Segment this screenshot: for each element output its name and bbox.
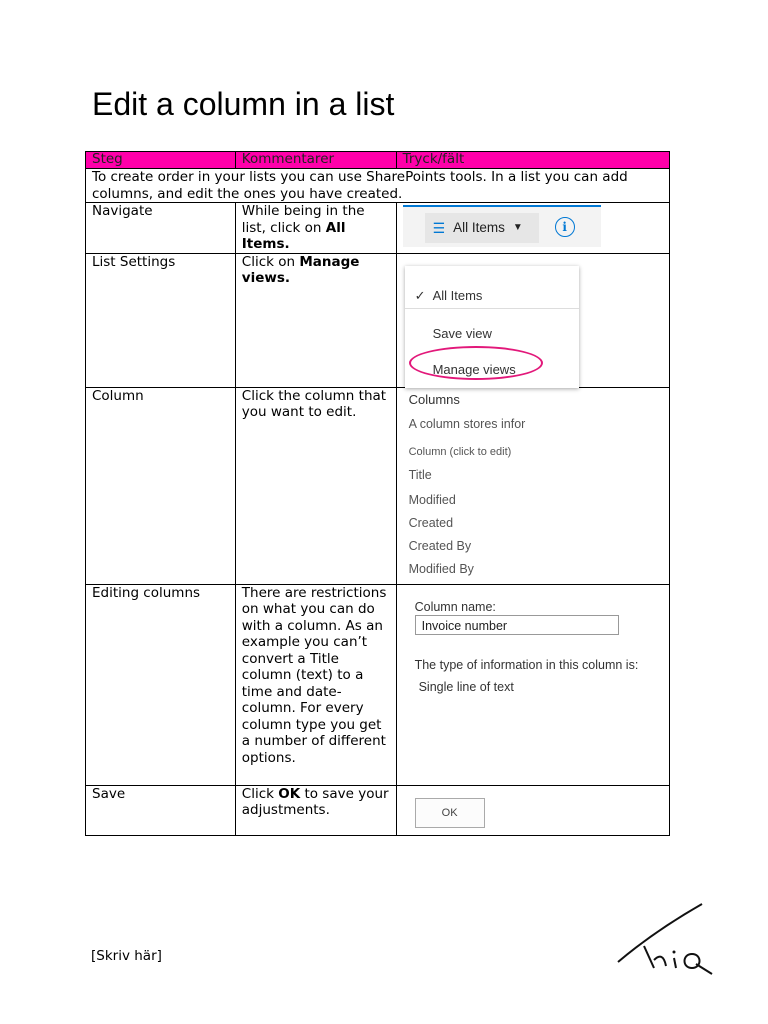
comment-cell: [235, 387, 396, 584]
table-row: [86, 253, 670, 387]
column-item-created-by[interactable]: Created By: [408, 538, 472, 553]
comment-bold: OK: [278, 785, 301, 802]
table-row: [86, 387, 670, 584]
screenshot-cell: [396, 387, 669, 584]
comment-cell: [235, 785, 396, 835]
intro-row: [86, 169, 670, 203]
menu-item-save-view[interactable]: Save view: [432, 325, 492, 341]
menu-item-manage-views[interactable]: Manage views: [432, 361, 516, 377]
screenshot-cell: [396, 584, 669, 785]
type-value: Single line of text: [418, 679, 514, 694]
screenshot-cell: [396, 253, 669, 387]
view-menu: [405, 266, 579, 388]
footer-placeholder: [Skriv här]: [91, 948, 162, 964]
columns-description: A column stores infor: [408, 416, 526, 431]
highlight-oval: [409, 346, 543, 380]
step-cell: Editing columns: [86, 584, 236, 785]
step-cell: Column: [86, 387, 236, 584]
info-icon[interactable]: i: [555, 217, 575, 237]
column-name-input[interactable]: Invoice number: [415, 615, 619, 635]
comment-text: Click: [241, 785, 279, 802]
step-cell: Navigate: [86, 203, 236, 254]
header-steg: Steg: [86, 152, 236, 169]
all-items-button[interactable]: [425, 213, 539, 243]
column-item-modified[interactable]: Modified: [408, 492, 456, 507]
comment-cell: [235, 203, 396, 254]
table-row: [86, 584, 670, 785]
list-view-icon: ☰: [432, 219, 446, 236]
comment-text: to save your adjustments.: [241, 785, 389, 818]
column-item-title[interactable]: Title: [408, 467, 432, 482]
columns-list-header: Column (click to edit): [408, 445, 512, 458]
ok-button[interactable]: OK: [415, 798, 485, 828]
table-row: [86, 203, 670, 254]
hiq-logo: [614, 900, 724, 980]
columns-heading: Columns: [408, 391, 460, 407]
type-label: The type of information in this column is:: [414, 657, 639, 672]
comment-text: There are restrictions on what you can do with a column. As an example you can’t convert a Title column (text) to a time and date-column. For every column type you get a number of different options.: [241, 584, 387, 766]
header-tryck: Tryck/fält: [396, 152, 669, 169]
intro-text: To create order in your lists you can use SharePoints tools. In a list you can add columns, and edit the ones you have created.: [86, 169, 670, 203]
menu-divider: [405, 308, 579, 309]
step-cell: List Settings: [86, 253, 236, 387]
sharepoint-command-bar: [403, 205, 601, 247]
step-cell: Save: [86, 785, 236, 835]
comment-cell: [235, 584, 396, 785]
comment-bold: All Items.: [241, 219, 346, 252]
header-kommentarer: Kommentarer: [235, 152, 396, 169]
comment-text: While being in the list, click on: [241, 203, 365, 236]
all-items-label: All Items: [453, 219, 505, 235]
menu-item-all-items[interactable]: All Items: [432, 287, 483, 303]
screenshot-cell: [396, 203, 669, 254]
checkmark-icon: ✓: [414, 287, 426, 303]
page-title: Edit a column in a list: [92, 86, 395, 122]
comment-cell: [235, 253, 396, 387]
table-header-row: [86, 152, 670, 169]
column-item-modified-by[interactable]: Modified By: [408, 561, 474, 576]
comment-text: Click on: [241, 253, 300, 270]
comment-text: Click the column that you want to edit.: [241, 387, 387, 420]
instruction-table: [85, 151, 670, 836]
table-row: [86, 785, 670, 835]
column-name-label: Column name:: [414, 599, 496, 614]
chevron-down-icon: ▼: [512, 221, 523, 233]
comment-bold: Manage views.: [241, 253, 360, 286]
screenshot-cell: [396, 785, 669, 835]
column-item-created[interactable]: Created: [408, 515, 454, 530]
